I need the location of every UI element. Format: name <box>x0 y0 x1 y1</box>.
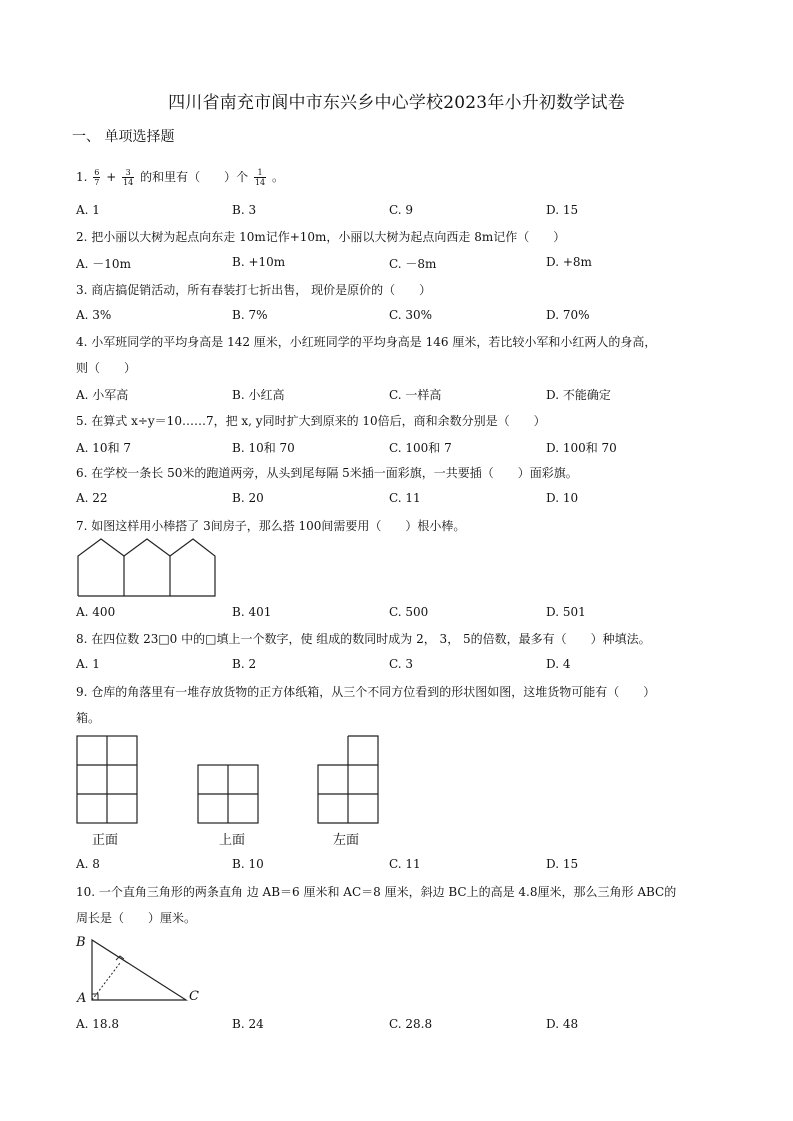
option-a[interactable]: A. －10m <box>76 257 131 271</box>
option-b[interactable]: B. +10m <box>232 255 286 269</box>
option-d[interactable]: D. 100和 70 <box>546 441 617 455</box>
vertex-label-c: C <box>189 989 199 1004</box>
question-8: 8. 在四位数 23□0 中的□填上一个数字，使 组成的数同时成为 2， 3， 5的倍数，最多有（ ）种填法。 <box>76 632 651 646</box>
option-a[interactable]: A. 1 <box>76 657 100 671</box>
plus-sign: + <box>106 170 117 184</box>
option-a[interactable]: A. 10和 7 <box>76 441 132 455</box>
option-d[interactable]: D. 不能确定 <box>546 388 611 402</box>
options-1 <box>76 203 726 219</box>
question-9-line-1: 9. 仓库的角落里有一堆存放货物的正方体纸箱，从三个不同方位看到的形状图如图，这堆货物可能有（ ） <box>76 685 656 699</box>
vertex-label-a: A <box>77 991 87 1004</box>
question-10-line-2: 周长是（ ）厘米。 <box>76 911 197 925</box>
question-3: 3. 商店搞促销活动，所有春装打七折出售， 现价是原价的（ ） <box>76 283 432 297</box>
option-a[interactable]: A. 1 <box>76 203 100 217</box>
option-b[interactable]: B. 10 <box>232 857 264 871</box>
option-d[interactable]: D. 15 <box>546 203 579 217</box>
option-d[interactable]: D. 4 <box>546 657 571 671</box>
question-text: 。 <box>271 170 284 184</box>
option-c[interactable]: C. 28.8 <box>389 1017 433 1031</box>
option-c[interactable]: C. 30% <box>389 308 433 322</box>
house-outline <box>78 539 215 596</box>
option-c[interactable]: C. －8m <box>389 257 437 271</box>
options-10 <box>76 1017 726 1033</box>
options-8 <box>76 657 726 673</box>
question-9-line-2: 箱。 <box>76 711 101 725</box>
question-10-line-1: 10. 一个直角三角形的两条直角 边 AB＝6 厘米和 AC＝8 厘米，斜边 BC上的高是 4.8厘米，那么三角形 ABC的 <box>76 885 677 899</box>
options-7 <box>76 605 726 621</box>
option-d[interactable]: D. 48 <box>546 1017 579 1031</box>
question-number: 1. <box>76 170 88 184</box>
question-4-line-2: 则（ ） <box>76 361 137 375</box>
option-b[interactable]: B. 401 <box>232 605 272 619</box>
triangle-abc <box>92 940 186 1000</box>
option-a[interactable]: A. 8 <box>76 857 100 871</box>
option-b[interactable]: B. 3 <box>232 203 257 217</box>
question-7: 7. 如图这样用小棒搭了 3间房子，那么搭 100间需要用（ ）根小棒。 <box>76 519 466 533</box>
fraction: $\frac{1}{14}$ <box>254 168 266 187</box>
option-a[interactable]: A. 400 <box>76 605 116 619</box>
fraction: $\frac{3}{14}$ <box>123 168 134 187</box>
vertex-label-b: B <box>76 935 86 950</box>
options-2 <box>76 255 726 271</box>
option-d[interactable]: D. 501 <box>546 605 586 619</box>
option-b[interactable]: B. 小红高 <box>232 388 285 402</box>
options-4 <box>76 386 726 402</box>
options-9 <box>76 857 726 873</box>
houses-figure <box>77 538 217 598</box>
top-view-grid <box>197 764 260 825</box>
option-c[interactable]: C. 11 <box>389 491 421 505</box>
fraction: $\frac{6}{7}$ <box>94 168 100 187</box>
question-1 <box>76 168 284 187</box>
option-b[interactable]: B. 10和 70 <box>232 441 295 455</box>
top-view-label: 上面 <box>219 833 246 848</box>
front-view-label: 正面 <box>92 833 119 848</box>
option-c[interactable]: C. 一样高 <box>389 388 442 402</box>
option-c[interactable]: C. 9 <box>389 203 414 217</box>
options-6 <box>76 491 726 507</box>
option-a[interactable]: A. 小军高 <box>76 388 129 402</box>
option-a[interactable]: A. 18.8 <box>76 1017 120 1031</box>
option-b[interactable]: B. 20 <box>232 491 264 505</box>
option-b[interactable]: B. 24 <box>232 1017 264 1031</box>
right-triangle-figure <box>74 932 206 1004</box>
option-b[interactable]: B. 7% <box>232 308 268 322</box>
option-c[interactable]: C. 11 <box>389 857 421 871</box>
option-c[interactable]: C. 100和 7 <box>389 441 452 455</box>
option-c[interactable]: C. 3 <box>389 657 414 671</box>
option-a[interactable]: A. 3% <box>76 308 112 322</box>
question-4-line-1: 4. 小军班同学的平均身高是 142 厘米，小红班同学的平均身高是 146 厘米，若比较小军和小红两人的身高， <box>76 335 657 349</box>
option-d[interactable]: D. 10 <box>546 491 579 505</box>
question-6: 6. 在学校一条长 50米的跑道两旁，从头到尾每隔 5米插一面彩旗，一共要插（ ）面彩旗。 <box>76 466 578 480</box>
option-b[interactable]: B. 2 <box>232 657 257 671</box>
option-a[interactable]: A. 22 <box>76 491 108 505</box>
left-view-label: 左面 <box>333 833 360 848</box>
option-d[interactable]: D. 15 <box>546 857 579 871</box>
option-d[interactable]: D. +8m <box>546 255 592 269</box>
options-5 <box>76 439 726 455</box>
question-text: 的和里有（ ）个 <box>140 170 249 184</box>
option-c[interactable]: C. 500 <box>389 605 429 619</box>
question-5: 5. 在算式 x÷y＝10……7，把 x, y同时扩大到原来的 10倍后，商和余数分别是（ ） <box>76 414 546 428</box>
left-view-grid <box>317 735 380 825</box>
section-title: 一、 单项选择题 <box>72 129 175 145</box>
options-3 <box>76 308 726 324</box>
option-d[interactable]: D. 70% <box>546 308 590 322</box>
front-view-grid <box>76 735 139 825</box>
question-2: 2. 把小丽以大树为起点向东走 10m记作+10m，小丽以大树为起点向西走 8m记作（ ） <box>76 230 566 244</box>
page-title: 四川省南充市阆中市东兴乡中心学校2023年小升初数学试卷 <box>168 93 625 113</box>
